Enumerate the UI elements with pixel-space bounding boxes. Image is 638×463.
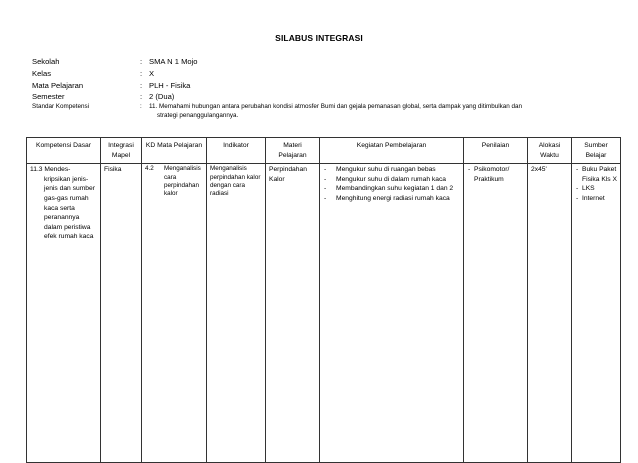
cell-integrasi-mapel: Fisika: [101, 164, 142, 463]
cell-kompetensi-dasar: [27, 164, 101, 463]
list-item: - Buku Paket Fisika Kls X: [575, 165, 617, 184]
cell-penilaian: [464, 164, 528, 463]
list-item: - Mengukur suhu di dalam rumah kaca: [323, 175, 460, 185]
info-value: SMA N 1 Mojo: [149, 57, 198, 66]
info-value: [149, 103, 619, 120]
header-kd-mata-pelajaran: KD Mata Pelajaran: [142, 138, 207, 164]
info-separator: :: [140, 68, 143, 78]
kompetensi-number: 11.3: [30, 166, 43, 174]
info-value: 2 (Dua): [149, 92, 175, 102]
info-separator: :: [140, 92, 143, 102]
info-label: Sekolah: [32, 57, 60, 66]
activity-list: [323, 165, 460, 203]
cell-kd-mata-pelajaran: [142, 164, 207, 463]
kompetensi-text: kripsikan jenis-jenis dan sumber gas-gas rumah kaca serta peranannya dalam peristiwa efek rumah kaca: [44, 175, 95, 241]
list-item: - Psikomotor/ Praktikum: [467, 165, 524, 184]
cell-sumber-belajar: [572, 164, 621, 463]
list-item: - Menghitung energi radiasi rumah kaca: [323, 194, 460, 204]
info-row-school: [32, 56, 619, 68]
info-separator: :: [140, 103, 142, 111]
list-item: - LKS: [575, 184, 617, 194]
cell-kegiatan-pembelajaran: [320, 164, 464, 463]
info-row-subject: [32, 80, 619, 92]
info-separator: :: [140, 80, 143, 90]
info-row-standard: [32, 103, 619, 120]
info-row-class: [32, 68, 619, 80]
header-integrasi-mapel: Integrasi Mapel: [101, 138, 142, 164]
header-sumber-belajar: Sumber Belajar: [572, 138, 621, 164]
list-item: - Internet: [575, 194, 617, 204]
syllabus-table: [26, 137, 621, 463]
syllabus-info: [32, 56, 619, 120]
header-indikator: Indikator: [207, 138, 266, 164]
info-separator: :: [140, 57, 143, 66]
list-item: - Membandingkan suhu kegiatan 1 dan 2: [323, 184, 460, 194]
cell-alokasi-waktu: 2x45': [528, 164, 572, 463]
info-label: Kelas: [32, 68, 51, 78]
header-penilaian: Penilaian: [464, 138, 528, 164]
header-kegiatan-pembelajaran: Kegiatan Pembelajaran: [320, 138, 464, 164]
kompetensi-text-first: Mendes-: [44, 166, 71, 174]
info-label: Semester: [32, 92, 65, 102]
info-value: X: [149, 68, 155, 78]
cell-materi-pelajaran: Perpindahan Kalor: [266, 164, 320, 463]
cell-indikator: Menganalisis perpindahan kalor dengan cara radiasi: [207, 164, 266, 463]
info-label: Mata Pelajaran: [32, 80, 84, 90]
header-alokasi-waktu: Alokasi Waktu: [528, 138, 572, 164]
standard-text: 11. Memahami hubungan antara perubahan kondisi atmosfer Bumi dan gejala pemanasan global, serta dampak yang ditimbulkan dan: [149, 103, 523, 111]
assessment-list: [467, 165, 524, 184]
standard-text-continued: strategi penanggulangannya.: [157, 111, 239, 119]
page-title: SILABUS INTEGRASI: [275, 33, 363, 43]
info-value: PLH - Fisika: [149, 80, 191, 90]
kd-text: Menganalisis cara perpindahan kalor: [164, 165, 201, 198]
table-header-row: [27, 138, 621, 164]
header-kompetensi-dasar: Kompetensi Dasar: [27, 138, 101, 164]
table-row: [27, 164, 621, 463]
kd-number: 4.2: [145, 165, 154, 173]
list-item: - Mengukur suhu di ruangan bebas: [323, 165, 460, 175]
source-list: [575, 165, 617, 203]
info-label: Standar Kompetensi: [32, 103, 90, 111]
header-materi-pelajaran: Materi Pelajaran: [266, 138, 320, 164]
info-row-semester: [32, 91, 619, 103]
